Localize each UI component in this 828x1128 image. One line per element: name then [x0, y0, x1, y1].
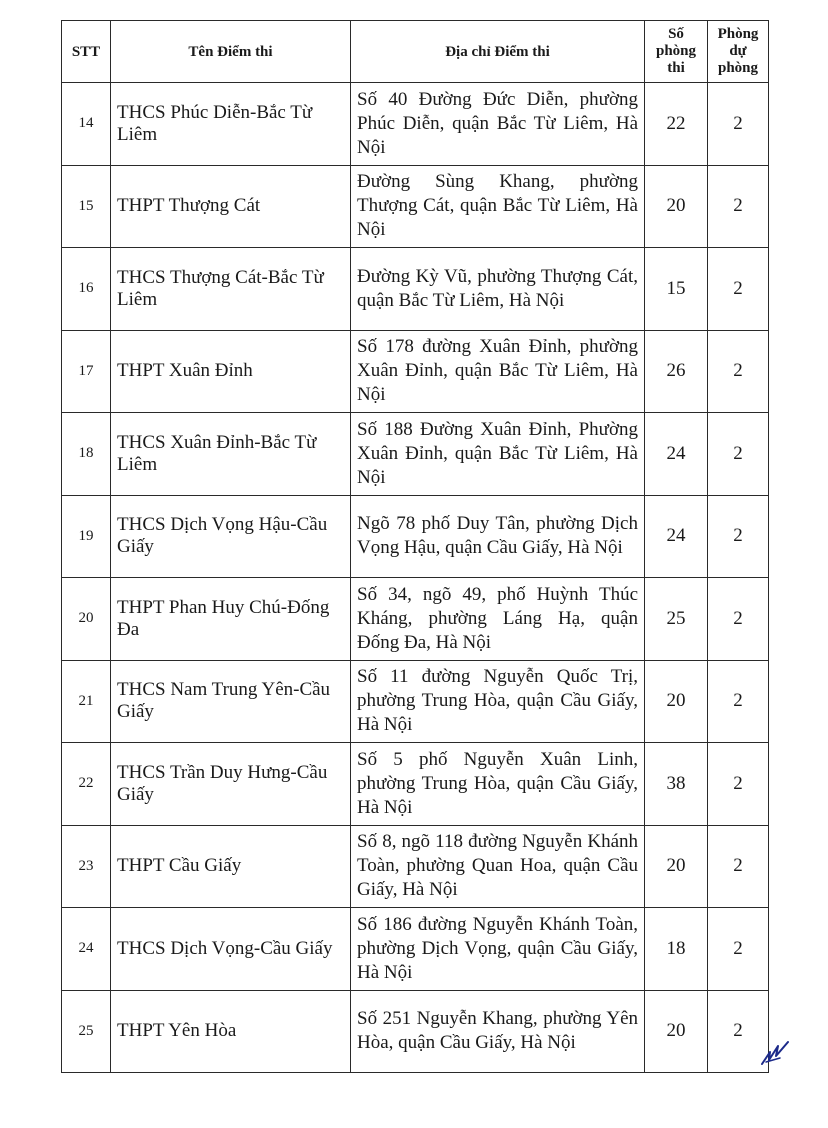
cell-room-count: 20: [645, 990, 708, 1073]
cell-reserve-rooms: 2: [708, 660, 769, 743]
table-header-row: [62, 21, 769, 83]
cell-reserve-rooms: 2: [708, 330, 769, 413]
cell-site-name: THCS Nam Trung Yên-Cầu Giấy: [111, 660, 351, 743]
cell-stt: 20: [62, 578, 111, 661]
cell-room-count: 22: [645, 83, 708, 166]
cell-reserve-rooms: 2: [708, 743, 769, 826]
header-site-address: Địa chỉ Điểm thi: [351, 21, 645, 83]
cell-room-count: 24: [645, 413, 708, 496]
header-site-name: Tên Điểm thi: [111, 21, 351, 83]
cell-reserve-rooms: 2: [708, 165, 769, 248]
cell-reserve-rooms: 2: [708, 990, 769, 1073]
table-row: [62, 413, 769, 496]
cell-stt: 18: [62, 413, 111, 496]
table-row: [62, 743, 769, 826]
cell-site-name: THCS Thượng Cát-Bắc Từ Liêm: [111, 248, 351, 331]
cell-site-name: THCS Xuân Đỉnh-Bắc Từ Liêm: [111, 413, 351, 496]
table-row: [62, 825, 769, 908]
cell-site-name: THCS Dịch Vọng-Cầu Giấy: [111, 908, 351, 991]
cell-reserve-rooms: 2: [708, 908, 769, 991]
cell-room-count: 15: [645, 248, 708, 331]
table-row: [62, 83, 769, 166]
header-room-count: [645, 21, 708, 83]
cell-site-address: Số 186 đường Nguyễn Khánh Toàn, phường Dịch Vọng, quận Cầu Giấy, Hà Nội: [351, 908, 645, 991]
table-row: [62, 248, 769, 331]
cell-stt: 14: [62, 83, 111, 166]
cell-site-name: THPT Xuân Đỉnh: [111, 330, 351, 413]
table-row: [62, 660, 769, 743]
cell-stt: 16: [62, 248, 111, 331]
cell-stt: 23: [62, 825, 111, 908]
cell-site-address: Đường Sùng Khang, phường Thượng Cát, quận Bắc Từ Liêm, Hà Nội: [351, 165, 645, 248]
cell-stt: 19: [62, 495, 111, 578]
table-row: [62, 908, 769, 991]
cell-site-name: THCS Trần Duy Hưng-Cầu Giấy: [111, 743, 351, 826]
cell-site-name: THCS Phúc Diễn-Bắc Từ Liêm: [111, 83, 351, 166]
cell-room-count: 38: [645, 743, 708, 826]
cell-room-count: 24: [645, 495, 708, 578]
exam-sites-table: [61, 20, 769, 1073]
cell-room-count: 25: [645, 578, 708, 661]
cell-reserve-rooms: 2: [708, 83, 769, 166]
header-reserve-line: Phòng: [717, 26, 759, 42]
cell-site-address: Số 11 đường Nguyễn Quốc Trị, phường Trung Hòa, quận Cầu Giấy, Hà Nội: [351, 660, 645, 743]
cell-site-address: Đường Kỳ Vũ, phường Thượng Cát, quận Bắc Từ Liêm, Hà Nội: [351, 248, 645, 331]
cell-site-address: Số 40 Đường Đức Diễn, phường Phúc Diễn, quận Bắc Từ Liêm, Hà Nội: [351, 83, 645, 166]
cell-site-address: Ngõ 78 phố Duy Tân, phường Dịch Vọng Hậu, quận Cầu Giấy, Hà Nội: [351, 495, 645, 578]
cell-room-count: 20: [645, 825, 708, 908]
cell-stt: 24: [62, 908, 111, 991]
header-reserve-line: phòng: [717, 60, 759, 76]
cell-site-address: Số 178 đường Xuân Đỉnh, phường Xuân Đỉnh, quận Bắc Từ Liêm, Hà Nội: [351, 330, 645, 413]
handwritten-initials-mark: [760, 1036, 792, 1068]
cell-site-address: Số 8, ngõ 118 đường Nguyễn Khánh Toàn, phường Quan Hoa, quận Cầu Giấy, Hà Nội: [351, 825, 645, 908]
cell-room-count: 26: [645, 330, 708, 413]
cell-reserve-rooms: 2: [708, 248, 769, 331]
cell-stt: 25: [62, 990, 111, 1073]
cell-reserve-rooms: 2: [708, 495, 769, 578]
cell-site-address: Số 251 Nguyễn Khang, phường Yên Hòa, quận Cầu Giấy, Hà Nội: [351, 990, 645, 1073]
header-stt: STT: [62, 21, 111, 83]
header-room-count-line: thi: [667, 60, 685, 76]
header-reserve-line: dự: [729, 43, 747, 59]
header-room-count-line: phòng: [655, 43, 697, 59]
cell-stt: 17: [62, 330, 111, 413]
cell-stt: 21: [62, 660, 111, 743]
cell-reserve-rooms: 2: [708, 413, 769, 496]
cell-room-count: 20: [645, 660, 708, 743]
table-row: [62, 990, 769, 1073]
cell-site-name: THPT Yên Hòa: [111, 990, 351, 1073]
table-row: [62, 495, 769, 578]
cell-site-name: THPT Cầu Giấy: [111, 825, 351, 908]
cell-site-name: THPT Phan Huy Chú-Đống Đa: [111, 578, 351, 661]
cell-site-address: Số 188 Đường Xuân Đỉnh, Phường Xuân Đỉnh, quận Bắc Từ Liêm, Hà Nội: [351, 413, 645, 496]
cell-site-address: Số 5 phố Nguyễn Xuân Linh, phường Trung Hòa, quận Cầu Giấy, Hà Nội: [351, 743, 645, 826]
header-reserve-rooms: [708, 21, 769, 83]
cell-reserve-rooms: 2: [708, 825, 769, 908]
cell-site-address: Số 34, ngõ 49, phố Huỳnh Thúc Kháng, phường Láng Hạ, quận Đống Đa, Hà Nội: [351, 578, 645, 661]
cell-room-count: 20: [645, 165, 708, 248]
table-row: [62, 578, 769, 661]
cell-site-name: THCS Dịch Vọng Hậu-Cầu Giấy: [111, 495, 351, 578]
cell-site-name: THPT Thượng Cát: [111, 165, 351, 248]
table-row: [62, 165, 769, 248]
cell-stt: 22: [62, 743, 111, 826]
cell-stt: 15: [62, 165, 111, 248]
cell-reserve-rooms: 2: [708, 578, 769, 661]
header-room-count-line: Số: [668, 26, 684, 42]
cell-room-count: 18: [645, 908, 708, 991]
table-row: [62, 330, 769, 413]
